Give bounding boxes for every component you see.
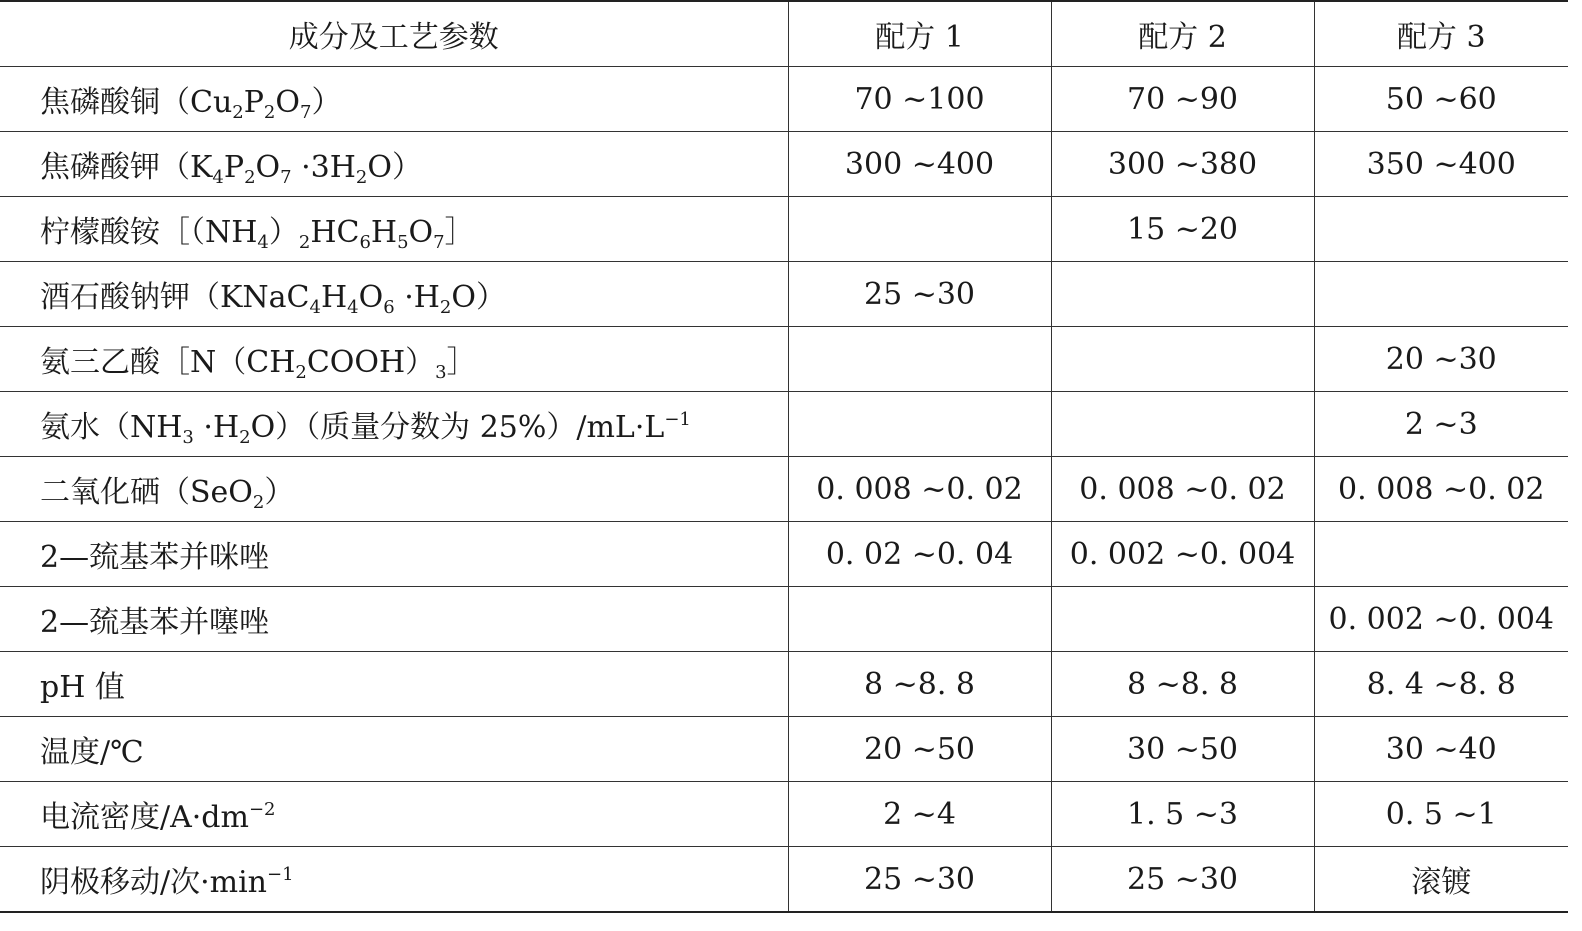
table-row	[0, 132, 1568, 197]
parameter-name-cell	[0, 717, 788, 782]
parameter-name-text: P	[243, 85, 264, 120]
subscript-text: 2	[295, 362, 307, 383]
parameter-name-text: O）（质量分数为 25%）/mL·L	[250, 410, 665, 445]
parameter-name-text: ·3H	[291, 150, 356, 185]
table-row	[0, 782, 1568, 847]
subscript-text: 4	[257, 232, 269, 253]
parameter-name-text: 氨三乙酸［N（CH	[40, 345, 296, 380]
parameter-name-cell	[0, 522, 788, 587]
table-row	[0, 457, 1568, 522]
formula-2-value-cell: 70 ~90	[1051, 67, 1314, 132]
parameter-name-text: 2—巯基苯并咪唑	[40, 540, 270, 575]
parameter-name-text: O）	[367, 150, 422, 185]
table-row	[0, 652, 1568, 717]
parameter-name-cell	[0, 587, 788, 652]
superscript-text: −1	[267, 864, 294, 885]
parameter-name-text: 焦磷酸铜（Cu	[40, 85, 233, 120]
subscript-text: 2	[355, 167, 368, 188]
formula-2-value-cell	[1051, 392, 1314, 457]
subscript-text: 2	[439, 297, 452, 318]
parameter-name-cell	[0, 782, 788, 847]
formula-2-value-cell	[1051, 262, 1314, 327]
parameter-name-cell	[0, 327, 788, 392]
formula-3-value-cell: 0. 008 ~0. 02	[1314, 457, 1568, 522]
parameter-name-text: 电流密度/A·dm	[40, 800, 249, 835]
formula-3-value-cell: 8. 4 ~8. 8	[1314, 652, 1568, 717]
parameter-name-text: 阴极移动/次·min	[40, 865, 268, 900]
formula-3-value-cell: 2 ~3	[1314, 392, 1568, 457]
formula-1-value-cell	[788, 392, 1051, 457]
header-formula-1: 配方 1	[788, 1, 1051, 67]
subscript-text: 2	[232, 102, 244, 123]
superscript-text: −2	[248, 799, 276, 820]
table-row	[0, 847, 1568, 913]
formula-1-value-cell: 70 ~100	[788, 67, 1051, 132]
parameter-name-text: ）	[268, 215, 299, 250]
formula-2-value-cell	[1051, 587, 1314, 652]
formula-2-value-cell: 25 ~30	[1051, 847, 1314, 913]
formula-1-value-cell	[788, 587, 1051, 652]
parameter-name-cell	[0, 132, 788, 197]
subscript-text: 2	[298, 232, 311, 253]
parameter-name-text: COOH）	[306, 345, 436, 380]
formula-3-value-cell: 350 ~400	[1314, 132, 1568, 197]
table-row	[0, 262, 1568, 327]
parameter-name-text: 柠檬酸铵［（NH	[40, 215, 258, 250]
parameter-name-text: 酒石酸钠钾（KNaC	[40, 280, 310, 315]
subscript-text: 6	[359, 232, 371, 253]
formula-1-value-cell: 0. 02 ~0. 04	[788, 522, 1051, 587]
subscript-text: 3	[182, 427, 194, 448]
parameter-name-cell	[0, 197, 788, 262]
parameter-name-text: ·H	[193, 410, 240, 445]
parameter-name-text: H	[320, 280, 348, 315]
subscript-text: 7	[280, 167, 292, 188]
parameter-name-text: 二氧化硒（SeO	[40, 475, 253, 510]
formula-1-value-cell	[788, 327, 1051, 392]
parameter-name-cell	[0, 262, 788, 327]
formula-1-value-cell: 25 ~30	[788, 262, 1051, 327]
parameter-name-text: ）	[311, 85, 342, 120]
formula-1-value-cell: 300 ~400	[788, 132, 1051, 197]
parameter-name-cell	[0, 457, 788, 522]
parameter-name-text: P	[223, 150, 245, 185]
formula-2-value-cell: 0. 002 ~0. 004	[1051, 522, 1314, 587]
subscript-text: 2	[252, 492, 265, 513]
subscript-text: 7	[299, 102, 312, 123]
formula-2-value-cell: 0. 008 ~0. 02	[1051, 457, 1314, 522]
header-parameter: 成分及工艺参数	[0, 1, 788, 67]
formula-1-value-cell: 0. 008 ~0. 02	[788, 457, 1051, 522]
table-row	[0, 327, 1568, 392]
subscript-text: 7	[433, 232, 445, 253]
subscript-text: 4	[212, 167, 224, 188]
subscript-text: 6	[383, 297, 395, 318]
parameter-name-text: O	[358, 280, 384, 315]
subscript-text: 3	[435, 362, 447, 383]
subscript-text: 2	[239, 427, 251, 448]
formula-1-value-cell: 2 ~4	[788, 782, 1051, 847]
table-row	[0, 67, 1568, 132]
parameter-name-text: O	[275, 85, 300, 120]
subscript-text: 2	[244, 167, 256, 188]
table-row	[0, 587, 1568, 652]
table-row	[0, 197, 1568, 262]
formula-3-value-cell: 0. 5 ~1	[1314, 782, 1568, 847]
parameter-name-text: O	[255, 150, 281, 185]
formula-2-value-cell: 30 ~50	[1051, 717, 1314, 782]
header-formula-2: 配方 2	[1051, 1, 1314, 67]
parameter-name-text: 氨水（NH	[40, 410, 183, 445]
formula-1-value-cell: 8 ~8. 8	[788, 652, 1051, 717]
table-header-row	[0, 1, 1568, 67]
formula-2-value-cell: 15 ~20	[1051, 197, 1314, 262]
formula-3-value-cell	[1314, 262, 1568, 327]
formula-3-value-cell: 20 ~30	[1314, 327, 1568, 392]
parameter-name-cell	[0, 392, 788, 457]
formula-2-value-cell: 8 ~8. 8	[1051, 652, 1314, 717]
formula-2-value-cell: 1. 5 ~3	[1051, 782, 1314, 847]
parameter-name-text: H	[370, 215, 398, 250]
formula-3-value-cell: 30 ~40	[1314, 717, 1568, 782]
subscript-text: 5	[397, 232, 409, 253]
parameter-name-text: 温度/℃	[40, 735, 144, 770]
formula-1-value-cell	[788, 197, 1051, 262]
parameter-name-cell	[0, 847, 788, 913]
formula-3-value-cell	[1314, 197, 1568, 262]
subscript-text: 4	[309, 297, 321, 318]
formula-1-value-cell: 20 ~50	[788, 717, 1051, 782]
formula-3-value-cell	[1314, 522, 1568, 587]
header-formula-3: 配方 3	[1314, 1, 1568, 67]
parameter-name-text: O	[408, 215, 434, 250]
parameter-name-text: 焦磷酸钾（K	[40, 150, 213, 185]
formula-2-value-cell: 300 ~380	[1051, 132, 1314, 197]
formula-3-value-cell: 0. 002 ~0. 004	[1314, 587, 1568, 652]
parameter-name-cell	[0, 67, 788, 132]
formula-3-value-cell: 50 ~60	[1314, 67, 1568, 132]
parameter-name-text: ］	[446, 345, 477, 380]
table-row	[0, 392, 1568, 457]
parameter-name-text: ）	[264, 475, 295, 510]
table-row	[0, 717, 1568, 782]
parameter-name-text: O）	[451, 280, 506, 315]
parameter-name-text: ·H	[394, 280, 440, 315]
subscript-text: 2	[263, 102, 276, 123]
formula-3-value-cell: 滚镀	[1314, 847, 1568, 913]
superscript-text: −1	[664, 409, 691, 430]
formula-1-value-cell: 25 ~30	[788, 847, 1051, 913]
table-row	[0, 522, 1568, 587]
parameter-name-text: 2—巯基苯并噻唑	[40, 605, 270, 640]
subscript-text: 4	[347, 297, 359, 318]
parameter-name-cell	[0, 652, 788, 717]
parameter-name-text: HC	[310, 215, 360, 250]
parameter-name-text: pH 值	[40, 670, 125, 705]
parameter-name-text: ］	[444, 215, 475, 250]
formula-2-value-cell	[1051, 327, 1314, 392]
